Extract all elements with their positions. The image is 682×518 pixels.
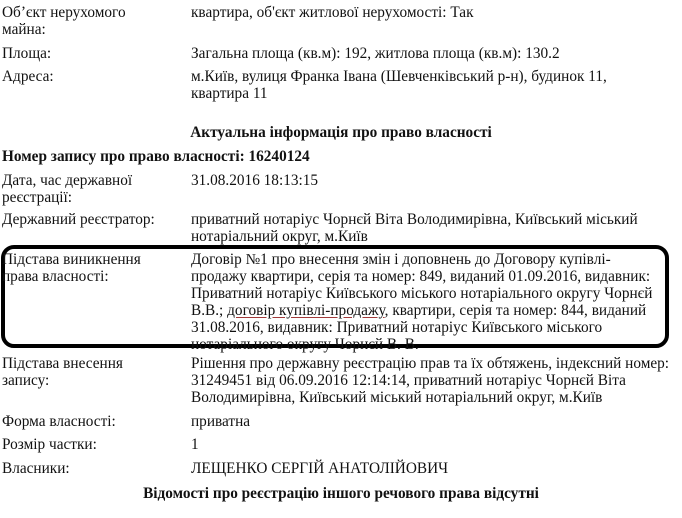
field-value: Загальна площа (кв.м): 192, житлова площа (кв.м): 130.2 [191,45,560,62]
field-label: Площа: [2,45,52,62]
field-value: приватна [191,413,251,430]
field-label: Форма власності: [2,413,116,430]
field-value [191,251,653,353]
field-value: квартира, об'єкт житлової нерухомості: Так [191,4,474,21]
field-value: 31.08.2016 18:13:15 [191,172,319,189]
record-number: Номер запису про право власності: 16240124 [2,148,310,165]
field-value: 1 [191,436,199,453]
field-label: Адреса: [2,68,54,85]
field-value: м.Київ, вулиця Франка Івана (Шевченківський р-н), будинок 11, квартира 11 [191,68,607,102]
field-label: Дата, час державної реєстрації: [2,172,133,206]
basis-text-underlined: договір купівлі-продажу [227,302,385,319]
field-label: Підстава виникнення права власності: [2,251,141,285]
field-label: Підстава внесення запису: [2,355,123,389]
field-label: Об’єкт нерухомого майна: [2,4,126,38]
basis-text-part1: Договір №1 про внесення змін і доповнень до Договору купівлі-продажу квартири, серія та номер: 849, виданий 01.09.2016, видавник: Приватний нотаріус Київського міського нотаріального округу Чорнєй В.В.; [191,251,653,319]
basis-text-part2: , квартири, серія та номер: 844, виданий 31.08.2016, видавник: Приватний нотаріус Київського міського нотаріального округу Чорнєй В. В. [191,302,647,353]
field-value: Рішення про державну реєстрацію прав та їх обтяжень, індексний номер: 31249451 від 06.09.2016 12:14:14, приватний нотаріус Чорнєй Віта Володимирівна, Київський міський нотаріальний округ, м.Київ [191,355,670,406]
field-label: Державний реєстратор: [2,211,155,228]
ownership-heading: Актуальна інформація про право власності [190,124,492,141]
other-rights-heading: Відомості про реєстрацію іншого речового права відсутні [143,485,539,502]
field-label: Розмір частки: [2,436,97,453]
field-value: приватний нотаріус Чорнєй Віта Володимирівна, Київський міський нотаріальний округ, м.Київ [191,211,638,245]
field-label: Власники: [2,460,70,477]
field-value: ЛЕЩЕНКО СЕРГІЙ АНАТОЛІЙОВИЧ [191,460,449,477]
